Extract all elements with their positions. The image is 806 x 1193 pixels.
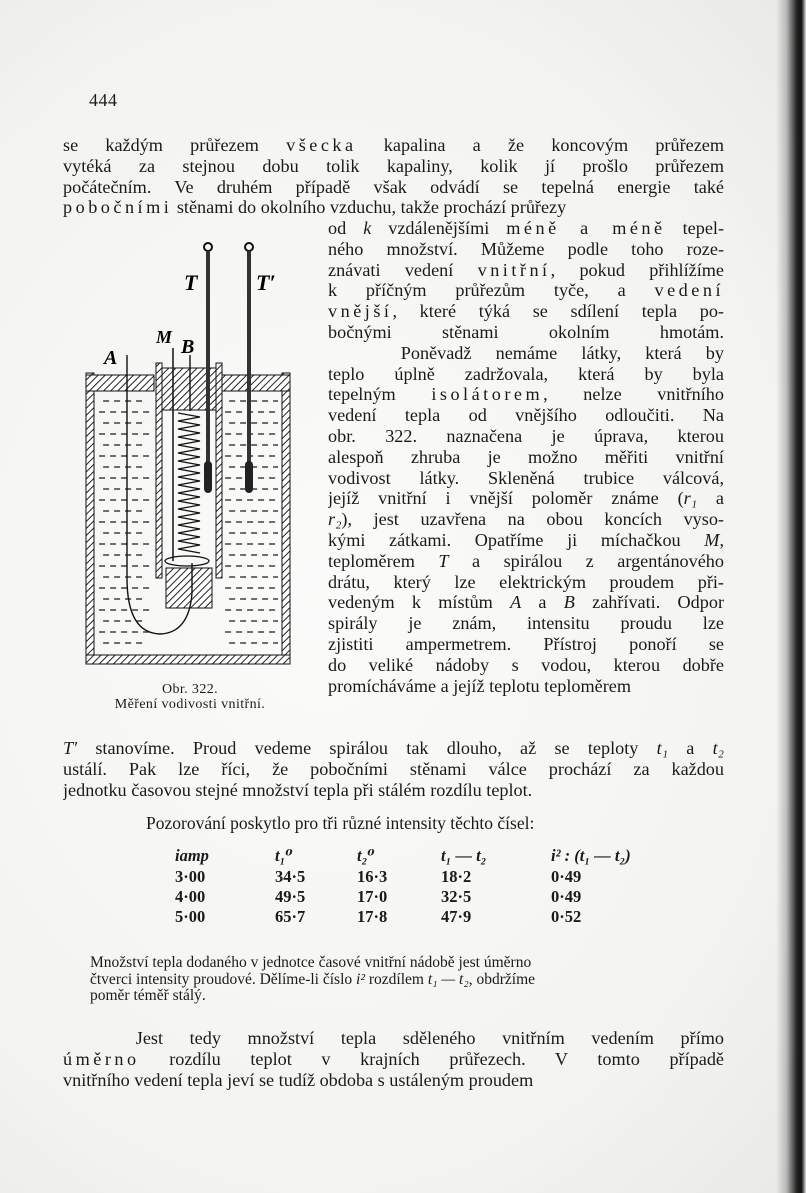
text-line bbox=[328, 447, 724, 468]
text-run: zahřívati. Odpor bbox=[574, 592, 724, 613]
text-run: spirály je znám, intensitu proudu lze bbox=[328, 613, 724, 634]
glass-tube bbox=[156, 363, 222, 608]
text-line bbox=[63, 1049, 724, 1070]
text-run: a spirálou z argentánového bbox=[448, 550, 724, 571]
text-line bbox=[328, 384, 724, 405]
spaced-emphasis: pobočními bbox=[63, 197, 173, 218]
text-line bbox=[328, 468, 724, 489]
spaced-emphasis: vedení bbox=[654, 280, 724, 301]
spaced-emphasis: vnější bbox=[328, 301, 393, 322]
italic-symbol: r₁ bbox=[683, 488, 698, 509]
book-binding-shadow bbox=[776, 0, 806, 1193]
text-line bbox=[63, 1070, 724, 1091]
text-line bbox=[63, 135, 724, 156]
text-run: teploměrem bbox=[328, 550, 439, 571]
header-t2: t₂⁰ bbox=[357, 846, 375, 865]
figure-caption bbox=[90, 682, 290, 712]
text-run: , nelze vnitřního bbox=[543, 384, 724, 405]
paragraph-small-print bbox=[90, 955, 722, 1005]
cell: 17·0 bbox=[357, 887, 388, 906]
text-run: Poněvadž nemáme látky, která by bbox=[328, 342, 724, 363]
cell: 32·5 bbox=[441, 887, 472, 906]
table-row bbox=[175, 907, 661, 927]
italic-symbol: T′ bbox=[63, 738, 78, 758]
text-run: , obdržíme bbox=[468, 971, 536, 988]
text-run: poměr téměř stálý. bbox=[90, 988, 206, 1004]
text-run: , pokud přihlížíme bbox=[550, 259, 724, 280]
text-run: , bbox=[719, 529, 724, 550]
figure-322-apparatus bbox=[84, 233, 294, 673]
cell: 49·5 bbox=[275, 887, 306, 906]
text-line bbox=[328, 364, 724, 385]
cell: 3·00 bbox=[175, 867, 206, 886]
spaced-emphasis: všecka bbox=[286, 135, 357, 155]
table-header-row bbox=[175, 845, 661, 867]
italic-symbol: k bbox=[363, 218, 372, 238]
italic-symbol: A bbox=[510, 592, 522, 613]
label-a: A bbox=[104, 347, 118, 369]
text-line bbox=[90, 972, 722, 989]
text-line bbox=[328, 239, 724, 260]
cell: 65·7 bbox=[275, 907, 306, 926]
heating-spiral bbox=[178, 413, 200, 553]
label-t: T bbox=[184, 270, 198, 295]
text-run: rozdílu teplot v krajních průřezech. V tomto případě bbox=[139, 1048, 724, 1069]
figure-title: Měření vodivosti vnitřní. bbox=[114, 697, 266, 712]
text-run: vnitřního vedení tepla jeví se tudíž obdoba s ustáleným proudem bbox=[63, 1069, 534, 1090]
text-run: znávati vedení bbox=[328, 259, 478, 280]
cell: 0·49 bbox=[551, 867, 582, 886]
text-run: do veliké nádoby s vodou, kterou dobře bbox=[328, 654, 724, 675]
text-line bbox=[328, 218, 724, 239]
text-run: drátu, který lze elektrickým proudem při- bbox=[328, 571, 724, 592]
text-line bbox=[328, 509, 724, 530]
text-line bbox=[328, 572, 724, 593]
text-run: zjistiti ampermetrem. Přístroj ponoří se bbox=[328, 633, 724, 654]
italic-symbol: r₂ bbox=[328, 509, 342, 530]
paragraph-continued bbox=[63, 738, 724, 800]
stirrer-ring bbox=[165, 556, 209, 566]
page-number: 444 bbox=[89, 90, 118, 110]
text-run: ného množství. Můžeme podle toho roze- bbox=[328, 238, 724, 259]
text-line bbox=[63, 780, 724, 801]
text-line bbox=[63, 177, 724, 198]
italic-symbol: t₂ bbox=[712, 738, 724, 758]
measurements-table bbox=[175, 845, 661, 927]
cell: 4·00 bbox=[175, 887, 206, 906]
table-row bbox=[175, 887, 661, 907]
text-line bbox=[328, 676, 724, 697]
text-run: stěnami do okolního vzduchu, takže prochází průřezy bbox=[172, 197, 567, 218]
text-line bbox=[328, 405, 724, 426]
cell: 0·52 bbox=[551, 907, 582, 926]
text-run: ), jest uzavřena na obou koncích vyso- bbox=[341, 509, 724, 530]
text-run: vzdálenějšími bbox=[371, 218, 507, 238]
text-line bbox=[328, 634, 724, 655]
text-line bbox=[328, 301, 724, 322]
italic-symbol: T bbox=[438, 550, 449, 571]
cell: 18·2 bbox=[441, 867, 472, 886]
text-run: vodivost látky. Skleněná trubice válcová, bbox=[328, 467, 724, 488]
text-line bbox=[328, 613, 724, 634]
figure-number: Obr. 322. bbox=[161, 682, 219, 697]
italic-symbol: i² bbox=[356, 971, 365, 988]
header-t1: t₁⁰ bbox=[275, 846, 293, 865]
text-line bbox=[63, 1028, 724, 1049]
text-line bbox=[328, 260, 724, 281]
text-line bbox=[328, 488, 724, 509]
cell: 47·9 bbox=[441, 907, 472, 926]
italic-symbol: t₁ — t₂ bbox=[427, 971, 469, 988]
text-run: promícháváme a jejíž teplotu teploměrem bbox=[328, 675, 632, 696]
text-run: tepelným bbox=[328, 384, 432, 405]
cell: 0·49 bbox=[551, 887, 582, 906]
italic-symbol: t₁ bbox=[656, 738, 669, 758]
text-run: k příčným průřezům tyče, a bbox=[328, 280, 655, 301]
text-line bbox=[328, 530, 724, 551]
cell: 34·5 bbox=[275, 867, 306, 886]
label-m: M bbox=[156, 327, 173, 347]
paragraph-right-column bbox=[328, 218, 724, 696]
text-run: Množství tepla dodaného v jednotce časové vnitřní nádobě jest úměrno bbox=[90, 955, 532, 971]
text-run: Jest tedy množství tepla sděleného vnitřním vedením přímo bbox=[63, 1028, 724, 1048]
text-line bbox=[328, 343, 724, 364]
paragraph-final bbox=[63, 1028, 724, 1090]
text-line bbox=[328, 592, 724, 613]
text-run: jednotku časovou stejné množství tepla při stálém rozdílu teplot. bbox=[63, 779, 533, 800]
header-ratio: i² : (t₁ — t₂) bbox=[551, 846, 631, 865]
text-run: vedeným k místům bbox=[328, 592, 511, 613]
text-run: stanovíme. Proud vedeme spirálou tak dlouho, až se teploty bbox=[77, 738, 657, 758]
label-t-prime: T′ bbox=[256, 270, 276, 295]
text-run: bočnými stěnami okolním hmotám. bbox=[328, 321, 724, 342]
label-b: B bbox=[181, 336, 195, 358]
text-run: a bbox=[668, 738, 713, 758]
text-line bbox=[90, 988, 722, 1005]
text-run: od bbox=[328, 218, 364, 238]
text-run: čtverci intensity proudové. Dělíme-li číslo bbox=[90, 971, 357, 988]
text-run: alespoň zhruba je možno měřiti vnitřní bbox=[328, 446, 724, 467]
spaced-emphasis: vnitřní bbox=[477, 259, 551, 280]
text-line bbox=[328, 655, 724, 676]
text-line bbox=[328, 426, 724, 447]
text-run: a bbox=[697, 488, 724, 509]
text-line bbox=[63, 759, 724, 780]
text-run: kými zátkami. Opatříme ji míchačkou bbox=[328, 529, 705, 550]
text-run: jejíž vnitřní i vnější poloměr známe ( bbox=[328, 488, 684, 509]
spaced-emphasis: úměrno bbox=[63, 1048, 140, 1069]
text-run: vedení tepla od vnějšího odloučiti. Na bbox=[328, 405, 724, 426]
text-run: teplo úplně zadržovala, která by byla bbox=[328, 363, 724, 384]
text-run: kapalina a že koncovým průřezem bbox=[356, 135, 724, 155]
table-row bbox=[175, 867, 661, 887]
text-run: počátečním. Ve druhém případě však odvádí se tepelná energie také bbox=[63, 176, 724, 197]
text-line bbox=[63, 156, 724, 177]
text-line bbox=[90, 955, 722, 972]
italic-symbol: B bbox=[563, 592, 575, 613]
text-run: obr. 322. naznačena je úprava, kterou bbox=[328, 425, 724, 446]
spaced-emphasis: méně a méně bbox=[506, 218, 666, 238]
italic-symbol: M bbox=[704, 529, 720, 550]
text-run: tepel- bbox=[665, 218, 724, 238]
text-run: , které týká se sdílení tepla po- bbox=[392, 301, 724, 322]
text-line bbox=[328, 322, 724, 343]
text-line bbox=[328, 280, 724, 301]
text-line bbox=[63, 738, 724, 759]
table-intro: Pozorování poskytlo pro tři různé intensity těchto čísel: bbox=[146, 813, 535, 833]
text-line bbox=[328, 551, 724, 572]
text-run: rozdílem bbox=[364, 971, 428, 988]
paragraph-top bbox=[63, 135, 724, 218]
cell: 16·3 bbox=[357, 867, 388, 886]
spaced-emphasis: isolátorem bbox=[431, 384, 544, 405]
cell: 17·8 bbox=[357, 907, 388, 926]
text-run: ustálí. Pak lze říci, že pobočními stěnami válce prochází za každou bbox=[63, 758, 724, 779]
header-current: iamp bbox=[175, 846, 209, 865]
text-run: a bbox=[521, 592, 564, 613]
text-run: vytéká za stejnou dobu tolik kapaliny, kolik jí prošlo průřezem bbox=[63, 155, 724, 176]
cell: 5·00 bbox=[175, 907, 206, 926]
header-difference: t₁ — t₂ bbox=[441, 846, 487, 865]
text-line bbox=[63, 197, 724, 218]
text-run: se každým průřezem bbox=[63, 135, 287, 155]
